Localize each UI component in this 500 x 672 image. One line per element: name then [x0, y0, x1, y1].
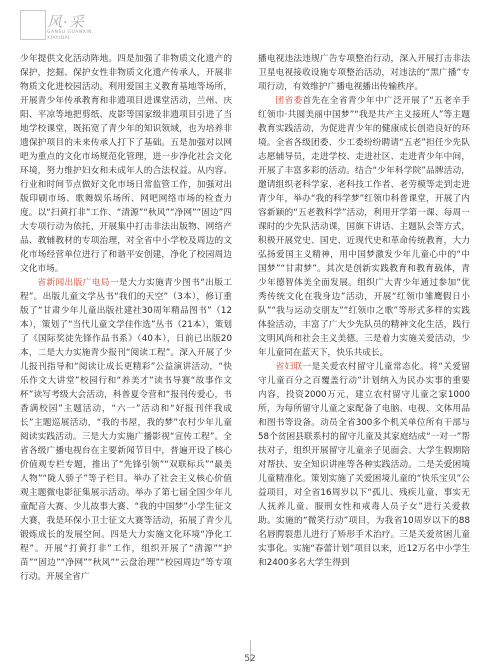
paragraph	[258, 52, 470, 94]
paragraph	[20, 52, 232, 276]
right-column	[258, 52, 470, 630]
section-heading-press-bureau: 省新闻出版广电局	[37, 278, 110, 288]
paragraph-text: 一是大力实施青少图书“出版工程”。出版儿童文学丛书“我们的天空”（3本），修订重版了“甘肃少年儿童出版社建社30周年精品图书”（12本），策划了“当代儿童文学佳作选”丛书（21本），策划了《国际奖徒先锋作品书系》（40本），日前已出版20本，二是大力实施青少报刊“阅读工程”。深入开展了少儿报刊指导和“阅读让成长更精彩”公益演讲活动，“快乐作文大讲堂”校园行和“养美才”读书导赛“故事作文杯”读写考级大会活动，科普夏令营和“报刊传爱心，书香满校园”主题活动，“六一”活动和“好报刊伴我成长”主题巡展活动，“我的书屋，我的梦”农村少年儿童阅读实践活动。三是大力实施广播影视“宣传工程”。全省各级广播电视台在主要新闻节目中，普遍开设了核心价值观专栏专题，推出了“先锋引领”“双联标兵”“最美人物”“陇人骄子”等子栏目。举办了社会主义核心价值观主题微电影征集展示活动。举办了第七届全国少年儿童配音大赛、少儿故事大赛、“我的中国梦”小学生征文大赛，我是环保小卫士征文大赛等活动，拓展了青少儿锻炼成长的发展空间。四是大力实施文化环境“净化工程”。开展“打黄打非”工作，组织开展了“清源”“护苗”“固边”“净网”“秋风”“云盘治理”“校园周边”等专项行动。开展全省广	[20, 278, 232, 582]
masthead-pinyin-line2: XIAYIDAI	[47, 36, 71, 41]
page-number: 52	[244, 654, 256, 664]
section-heading-womens-federation: 省妇联	[275, 362, 303, 372]
masthead-pinyin-line1: GANSU GUANXIN	[47, 30, 93, 35]
masthead-logo-box	[20, 10, 46, 40]
paragraph	[258, 94, 470, 360]
paragraph-text: 首先在全省青少年中广泛开展了“五老辛手红领巾·共圆美丽中国梦”“我是共产主义接班人”等主题教育实践活动，为促进青少年的健康成长创造良好的环境。全省各级团委、少工委纷纷聘请“五老”担任少先队志愿辅导员，走进学校、走进社区、走进青少年中间，开展了丰富多彩的活动。结合“少年科学院”品牌活动，邀请组织老科学家、老科技工作者、老劳模等走到走进青少年，举办“我的科学梦”红领巾科普课堂，开展了内容新颖的“五老教科学”活动，利用开学第一课、每周一课时的少先队活动课，国旗下讲话、主题队会等方式，积极开展党史、国史、近现代史和革命传统教育，大力弘扬爱国主义精神，用中国梦激发少年儿童心中的“中国梦”“甘肃梦”。其次是创新实践教育和教育载体，青少年德智体美全面发展。组织广大青少年通过参加“优秀传统文化在我身边”活动，开展“红领巾雏鹰假日小队”“我与运动交朋友”“红领巾之歌”等形式多样的实践体验活动，丰富了广大少先队员的精神文化生活，践行文明风尚和社会主义美德。三是着力实施关爱活动，少年儿童同在蓝天下，快乐共成长。	[258, 96, 470, 358]
left-column	[20, 52, 232, 630]
section-heading-youth-league: 团省委	[275, 96, 303, 106]
paragraph-text: 少年提供文化活动阵地。四是加强了非物质文化遗产的保护，挖掘、保护女性非物质文化遗产传承人，开展非物质文化进校园活动。利用爱国主义教育基地等场所，开展青少年传承教育和非遗项目进课堂活动，兰州、庆阳、平凉等地把剪纸、皮影等国家级非遗项目引进了当地学校课堂，既拓宽了青少年的知识领域，也为培养非遗保护项目的未来传承人打下了基础。五是加强对以网吧为重点的文化市场规范化管理，进一步净化社会文化环境，努力维护妇女和未成年人的合法权益。从内容、行业和时间节点做好文化市场日常监管工作，加强对出版印刷市场、歌舞娱乐场所、网吧网络市场的检查力度。以“扫黄打非”工作、“清源”“秋风”“净网”“固边”四大专项行动为依托，开展集中打击非法出版物、网络产品、教辅教材的专项治理，对全省中小学校及周边的文化市场经营单位进行了和谐平安创建，净化了校园周边文化市场。	[20, 54, 232, 274]
paragraph	[20, 276, 232, 584]
paragraph-text: 一是关爱农村留守儿童常态化。将“关爱留守儿童百分之百覆盖行动”计划纳入为民办实事的重要内容，投资2000万元，建立农村留守儿童之家1000所，为每所留守儿童之家配备了电脑、电视、文体用品和图书等设备。动员全省300多个机关单位所有干部与58个贫困县联系村的留守儿童及其家庭结成“一对一”帮扶对子，组织开展留守儿童亲子见面会、大学生假期陪对帮扶、安全知识讲座等各种实践活动。二是关爱困境儿童精准化。策划实施了关爱困境儿童的“快乐宝贝”公益项目，对全省16周岁以下“孤儿、残疾儿童、事实无人抚养儿童、服刑女性和戒毒人员子女”进行关爱救助。实施的“微笑行动”项目，为我省10周岁以下的88名唇腭裂患儿进行了矫形手术治疗。三是关爱贫困儿童实事化。实施“春蕾计划”项目以来，近12万名中小学生和2400多名大学生得到	[258, 362, 470, 568]
paragraph-text: 播电视违法违规广告专项整治行动，深入开展打击非法卫星电视接收设施专项整治活动，对违法的“黑广播”专项行动，有效维护广播电视播出传输秩序。	[258, 54, 470, 92]
paragraph	[258, 360, 470, 570]
masthead	[20, 8, 120, 48]
masthead-title: 风·采	[47, 13, 85, 31]
